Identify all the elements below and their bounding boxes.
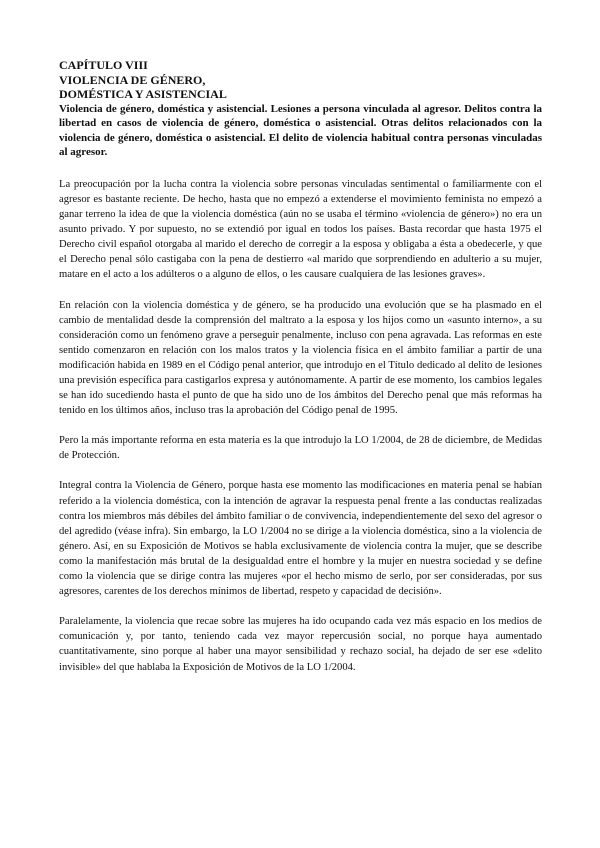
paragraph-5: Paralelamente, la violencia que recae sobre las mujeres ha ido ocupando cada vez más espacio en los medios de comunicación y, por tanto, teniendo cada vez mayor repercusión social, no porque haya aumentado cuantitativamente, sino porque al haber una mayor sensibilidad y rechazo social, ha dejado de ser ese «delito invisible» del que hablaba la Exposición de Motivos de la LO 1/2004.	[59, 616, 542, 673]
chapter-title-line-2: DOMÉSTICA Y ASISTENCIAL	[59, 87, 227, 101]
paragraph-2: En relación con la violencia doméstica y de género, se ha producido una evolución que se ha plasmado en el cambio de mentalidad desde la comprensión del maltrato a la esposa y los hijos como un «asunto interno», a su consideración como un fenómeno grave a perseguir penalmente, incluso con pena agravada. Las reformas en este sentido comenzaron en relación con los malos tratos y la violencia física en el ámbito familiar a partir de una modificación habida en 1989 en el Código penal anterior, que introdujo en el Título dedicado al delito de lesiones una previsión específica para castigarlos expresa y autónomamente. A partir de ese momento, los cambios legales se han ido sucediendo hasta el punto de que ha sido uno de los ámbitos del Derecho penal que más reformas ha tenido en los últimos años, incluso tras la aprobación del Código penal de 1995.	[59, 299, 542, 417]
paragraph-1: La preocupación por la lucha contra la violencia sobre personas vinculadas sentimental o familiarmente con el agresor es bastante reciente. De hecho, hasta que no empezó a extenderse el movimiento feminista no empezó a ganar terreno la idea de que la violencia doméstica (aún no se usaba el término «violencia de género») no era un asunto privado. Y por supuesto, no se extendió por igual en todos los países. Basta recordar que hasta 1975 el Derecho civil español otorgaba al marido el derecho de corregir a la esposa y obligaba a ésta a obedecerle, y que el Derecho penal sólo castigaba con la pena de destierro «al marido que sorprendiendo en adulterio a su mujer, matare en el acto a los adúlteros o a alguno de ellos, o les causare cualquiera de las lesiones graves».	[59, 178, 542, 281]
chapter-summary: Violencia de género, doméstica y asistencial. Lesiones a persona vinculada al agresor. Delitos contra la libertad en casos de violencia de género, doméstica o asistencial. Otras delitos relacionados con la violencia de género, doméstica o asistencial. El delito de violencia habitual contra personas vinculadas al agresor.	[59, 102, 542, 159]
paragraph-3: Pero la más importante reforma en esta materia es la que introdujo la LO 1/2004, de 28 de diciembre, de Medidas de Protección.	[59, 435, 542, 462]
paragraph-4: Integral contra la Violencia de Género, porque hasta ese momento las modificaciones en materia penal se habían referido a la violencia doméstica, con la intención de agravar la respuesta penal frente a las conductas realizadas contra los miembros más débiles del ámbito familiar o de convivencia, independientemente del sexo del agresor o del agredido (véase infra). Sin embargo, la LO 1/2004 no se dirige a la violencia doméstica, sino a la violencia de género. Así, en su Exposición de Motivos se habla exclusivamente de violencia contra la mujer, que se describe como la manifestación más brutal de la desigualdad entre el hombre y la mujer en nuestra sociedad y se define como la violencia que se dirige contra las mujeres «por el hecho mismo de serlo, por ser consideradas, por sus agresores, carentes de los derechos mínimos de libertad, respeto y capacidad de decisión».	[59, 480, 542, 598]
chapter-title-line-1: VIOLENCIA DE GÉNERO,	[59, 72, 206, 87]
chapter-number: CAPÍTULO VIII	[59, 58, 148, 72]
